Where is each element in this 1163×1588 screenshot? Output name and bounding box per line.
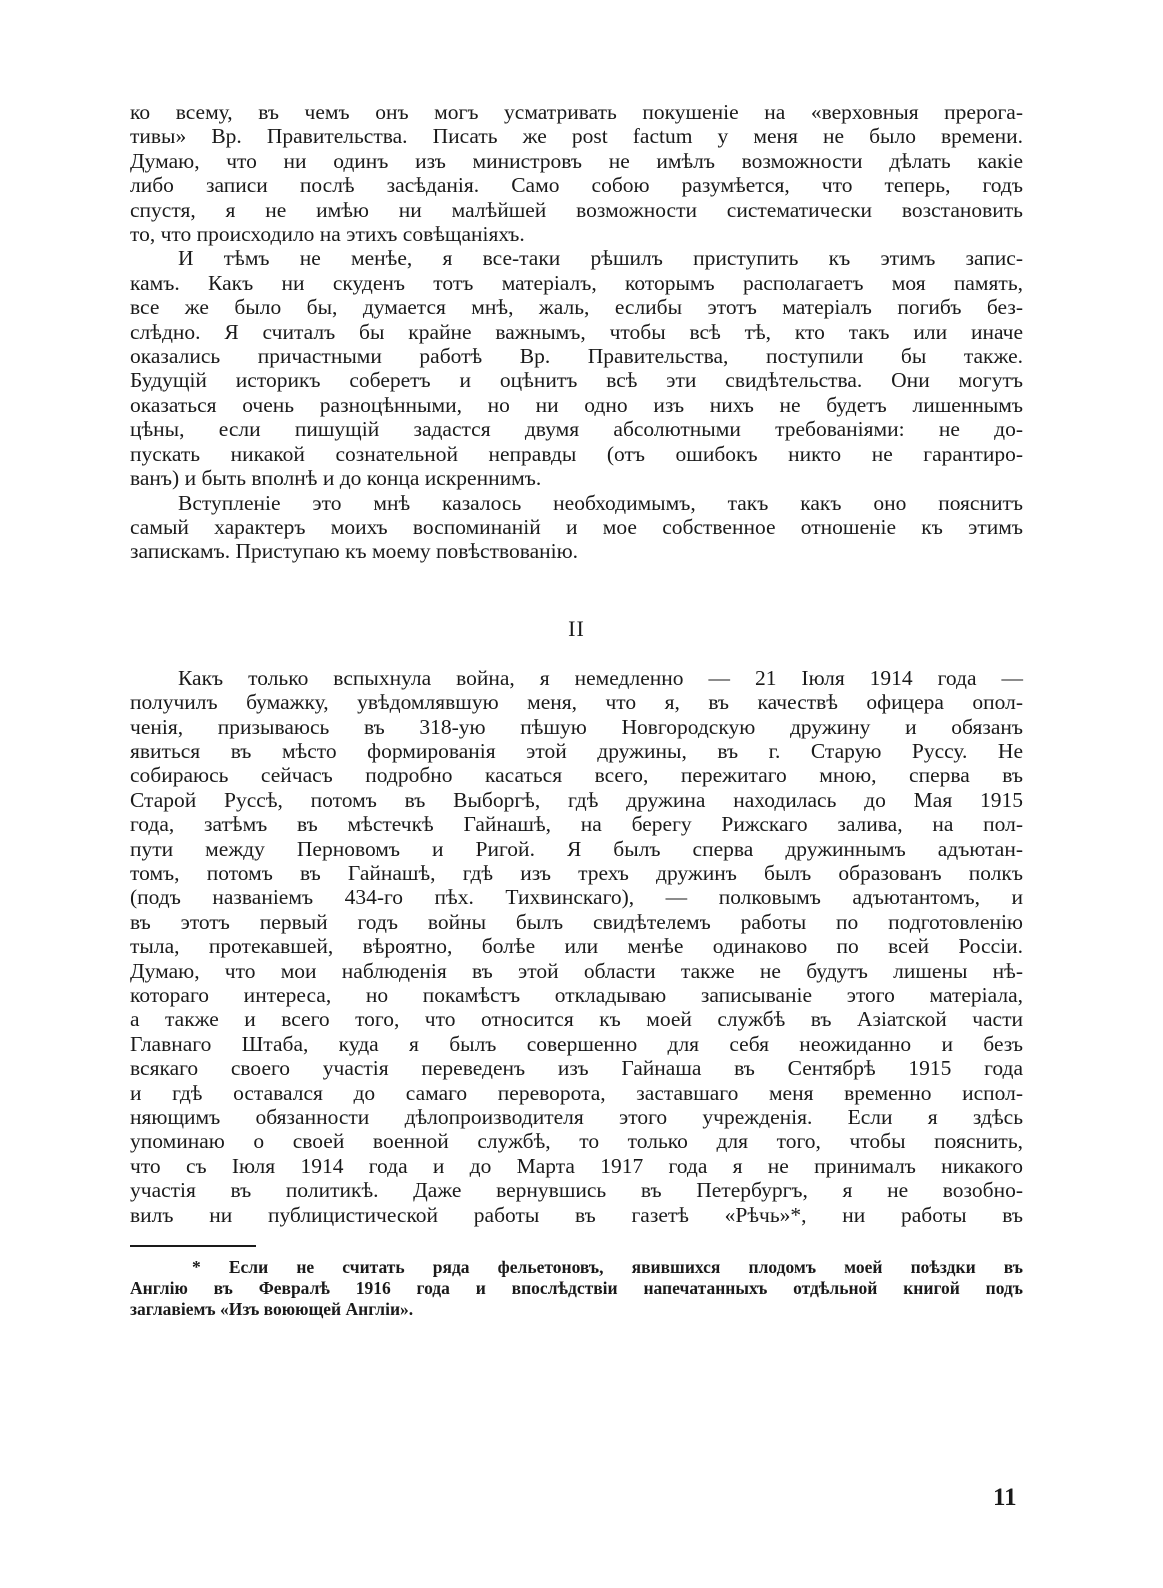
text-line: года, затѣмъ въ мѣстечкѣ Гайнашѣ, на берегу Рижскаго залива, на пол-	[130, 812, 1023, 837]
text-line: самый характеръ моихъ воспоминаній и мое собственное отношеніе къ этимъ	[130, 514, 1023, 539]
text-line: Думаю, что мои наблюденія въ этой области также не будутъ лишены нѣ-	[130, 958, 1023, 983]
text-line: а также и всего того, что относится къ моей службѣ въ Азіатской части	[130, 1007, 1023, 1032]
text-line: упоминаю о своей военной службѣ, то только для того, чтобы пояснить,	[130, 1129, 1023, 1154]
text-line: участія въ политикѣ. Даже вернувшись въ Петербургъ, я не возобно-	[130, 1178, 1023, 1203]
text-line: что съ Іюля 1914 года и до Марта 1917 года я не принималъ никакого	[130, 1153, 1023, 1178]
footnote-line: заглавіемъ «Изъ воюющей Англіи».	[130, 1299, 414, 1320]
footnote-line: * Если не считать ряда фельетоновъ, явившихся плодомъ моей поѣздки въ	[192, 1257, 1023, 1278]
text-line: и гдѣ оставался до самаго переворота, заставшаго меня временно испол-	[130, 1080, 1023, 1105]
text-line: Будущій историкъ соберетъ и оцѣнитъ всѣ эти свидѣтельства. Они могутъ	[130, 368, 1023, 393]
text-line: ко всему, въ чемъ онъ могъ усматривать покушеніе на «верховныя прерога-	[130, 100, 1023, 124]
text-line: то, что происходило на этихъ совѣщаніяхъ.	[130, 222, 525, 247]
text-line: цѣны, если пишущій задастся двумя абсолютными требованіями: не до-	[130, 417, 1023, 442]
footnote-line: Англію въ Февралѣ 1916 года и впослѣдствіи напечатанныхъ отдѣльной книгой подъ	[130, 1278, 1023, 1299]
text-line: камъ. Какъ ни скуденъ тотъ матеріалъ, которымъ располагаетъ моя память,	[130, 270, 1023, 295]
paragraph-3	[130, 491, 1023, 564]
text-line: все же было бы, думается мнѣ, жаль, еслибы этотъ матеріалъ погибъ без-	[130, 295, 1023, 320]
section-heading: II	[568, 615, 585, 641]
text-line: томъ, потомъ въ Гайнашѣ, гдѣ изъ трехъ дружинъ былъ образованъ полкъ	[130, 860, 1023, 885]
text-line: пускать никакой сознательной неправды (отъ ошибокъ никто не гарантиро-	[130, 441, 1023, 466]
text-line: тивы» Вр. Правительства. Писать же post factum у меня не было времени.	[130, 124, 1023, 149]
text-line: спустя, я не имѣю ни малѣйшей возможности систематически возстановить	[130, 197, 1023, 222]
text-line: вилъ ни публицистической работы въ газетѣ «Рѣчь»*, ни работы въ	[130, 1202, 1023, 1227]
paragraph-2	[130, 246, 1023, 490]
text-line: слѣдно. Я считалъ бы крайне важнымъ, чтобы всѣ тѣ, кто такъ или иначе	[130, 319, 1023, 344]
text-line: Какъ только вспыхнула война, я немедленно — 21 Іюля 1914 года —	[178, 665, 1023, 690]
text-line: Думаю, что ни одинъ изъ министровъ не имѣлъ возможности дѣлать какіе	[130, 148, 1023, 173]
footnote	[130, 1257, 1023, 1320]
document-page	[130, 100, 1023, 1320]
text-line: собираюсь сейчасъ подробно касаться всего, пережитаго мною, сперва въ	[130, 763, 1023, 788]
page-number: 11	[993, 1484, 1017, 1511]
paragraph-4	[130, 666, 1023, 1227]
text-line: Вступленіе это мнѣ казалось необходимымъ, такъ какъ оно пояснитъ	[178, 490, 1023, 515]
text-line: въ этотъ первый годъ войны былъ свидѣтелемъ работы по подготовленію	[130, 909, 1023, 934]
paragraph-1	[130, 100, 1023, 246]
footnote-divider	[130, 1245, 256, 1247]
text-line: Старой Руссѣ, потомъ въ Выборгѣ, гдѣ дружина находилась до Мая 1915	[130, 787, 1023, 812]
text-line: оказаться очень разноцѣнными, но ни одно изъ нихъ не будетъ лишеннымъ	[130, 392, 1023, 417]
text-line: тыла, протекавшей, вѣроятно, болѣе или менѣе одинаково по всей Россіи.	[130, 934, 1023, 959]
text-line: оказались причастными работѣ Вр. Правительства, поступили бы также.	[130, 344, 1023, 369]
text-line: пути между Перновомъ и Ригой. Я былъ сперва дружиннымъ адъютан-	[130, 836, 1023, 861]
text-line: Главнаго Штаба, куда я былъ совершенно для себя неожиданно и безъ	[130, 1031, 1023, 1056]
text-line: ванъ) и быть вполнѣ и до конца искреннимъ.	[130, 466, 542, 491]
text-line: всякаго своего участія переведенъ изъ Гайнаша въ Сентябрѣ 1915 года	[130, 1056, 1023, 1081]
text-line: И тѣмъ не менѣе, я все-таки рѣшилъ приступить къ этимъ запис-	[178, 246, 1023, 271]
text-line: явиться въ мѣсто формированія этой дружины, въ г. Старую Руссу. Не	[130, 738, 1023, 763]
text-line: (подъ названіемъ 434-го пѣх. Тихвинскаго), — полковымъ адъютантомъ, и	[130, 885, 1023, 910]
text-line: запискамъ. Приступаю къ моему повѣствованію.	[130, 539, 579, 564]
text-line: котораго интереса, но покамѣстъ откладываю записываніе этого матеріала,	[130, 983, 1023, 1007]
text-line: няющимъ обязанности дѣлопроизводителя этого учрежденія. Если я здѣсь	[130, 1105, 1023, 1130]
text-line: получилъ бумажку, увѣдомлявшую меня, что я, въ качествѣ офицера опол-	[130, 690, 1023, 715]
text-line: либо записи послѣ засѣданія. Само собою разумѣется, что теперь, годъ	[130, 173, 1023, 198]
text-line: ченія, призываюсь въ 318-ую пѣшую Новгородскую дружину и обязанъ	[130, 714, 1023, 739]
